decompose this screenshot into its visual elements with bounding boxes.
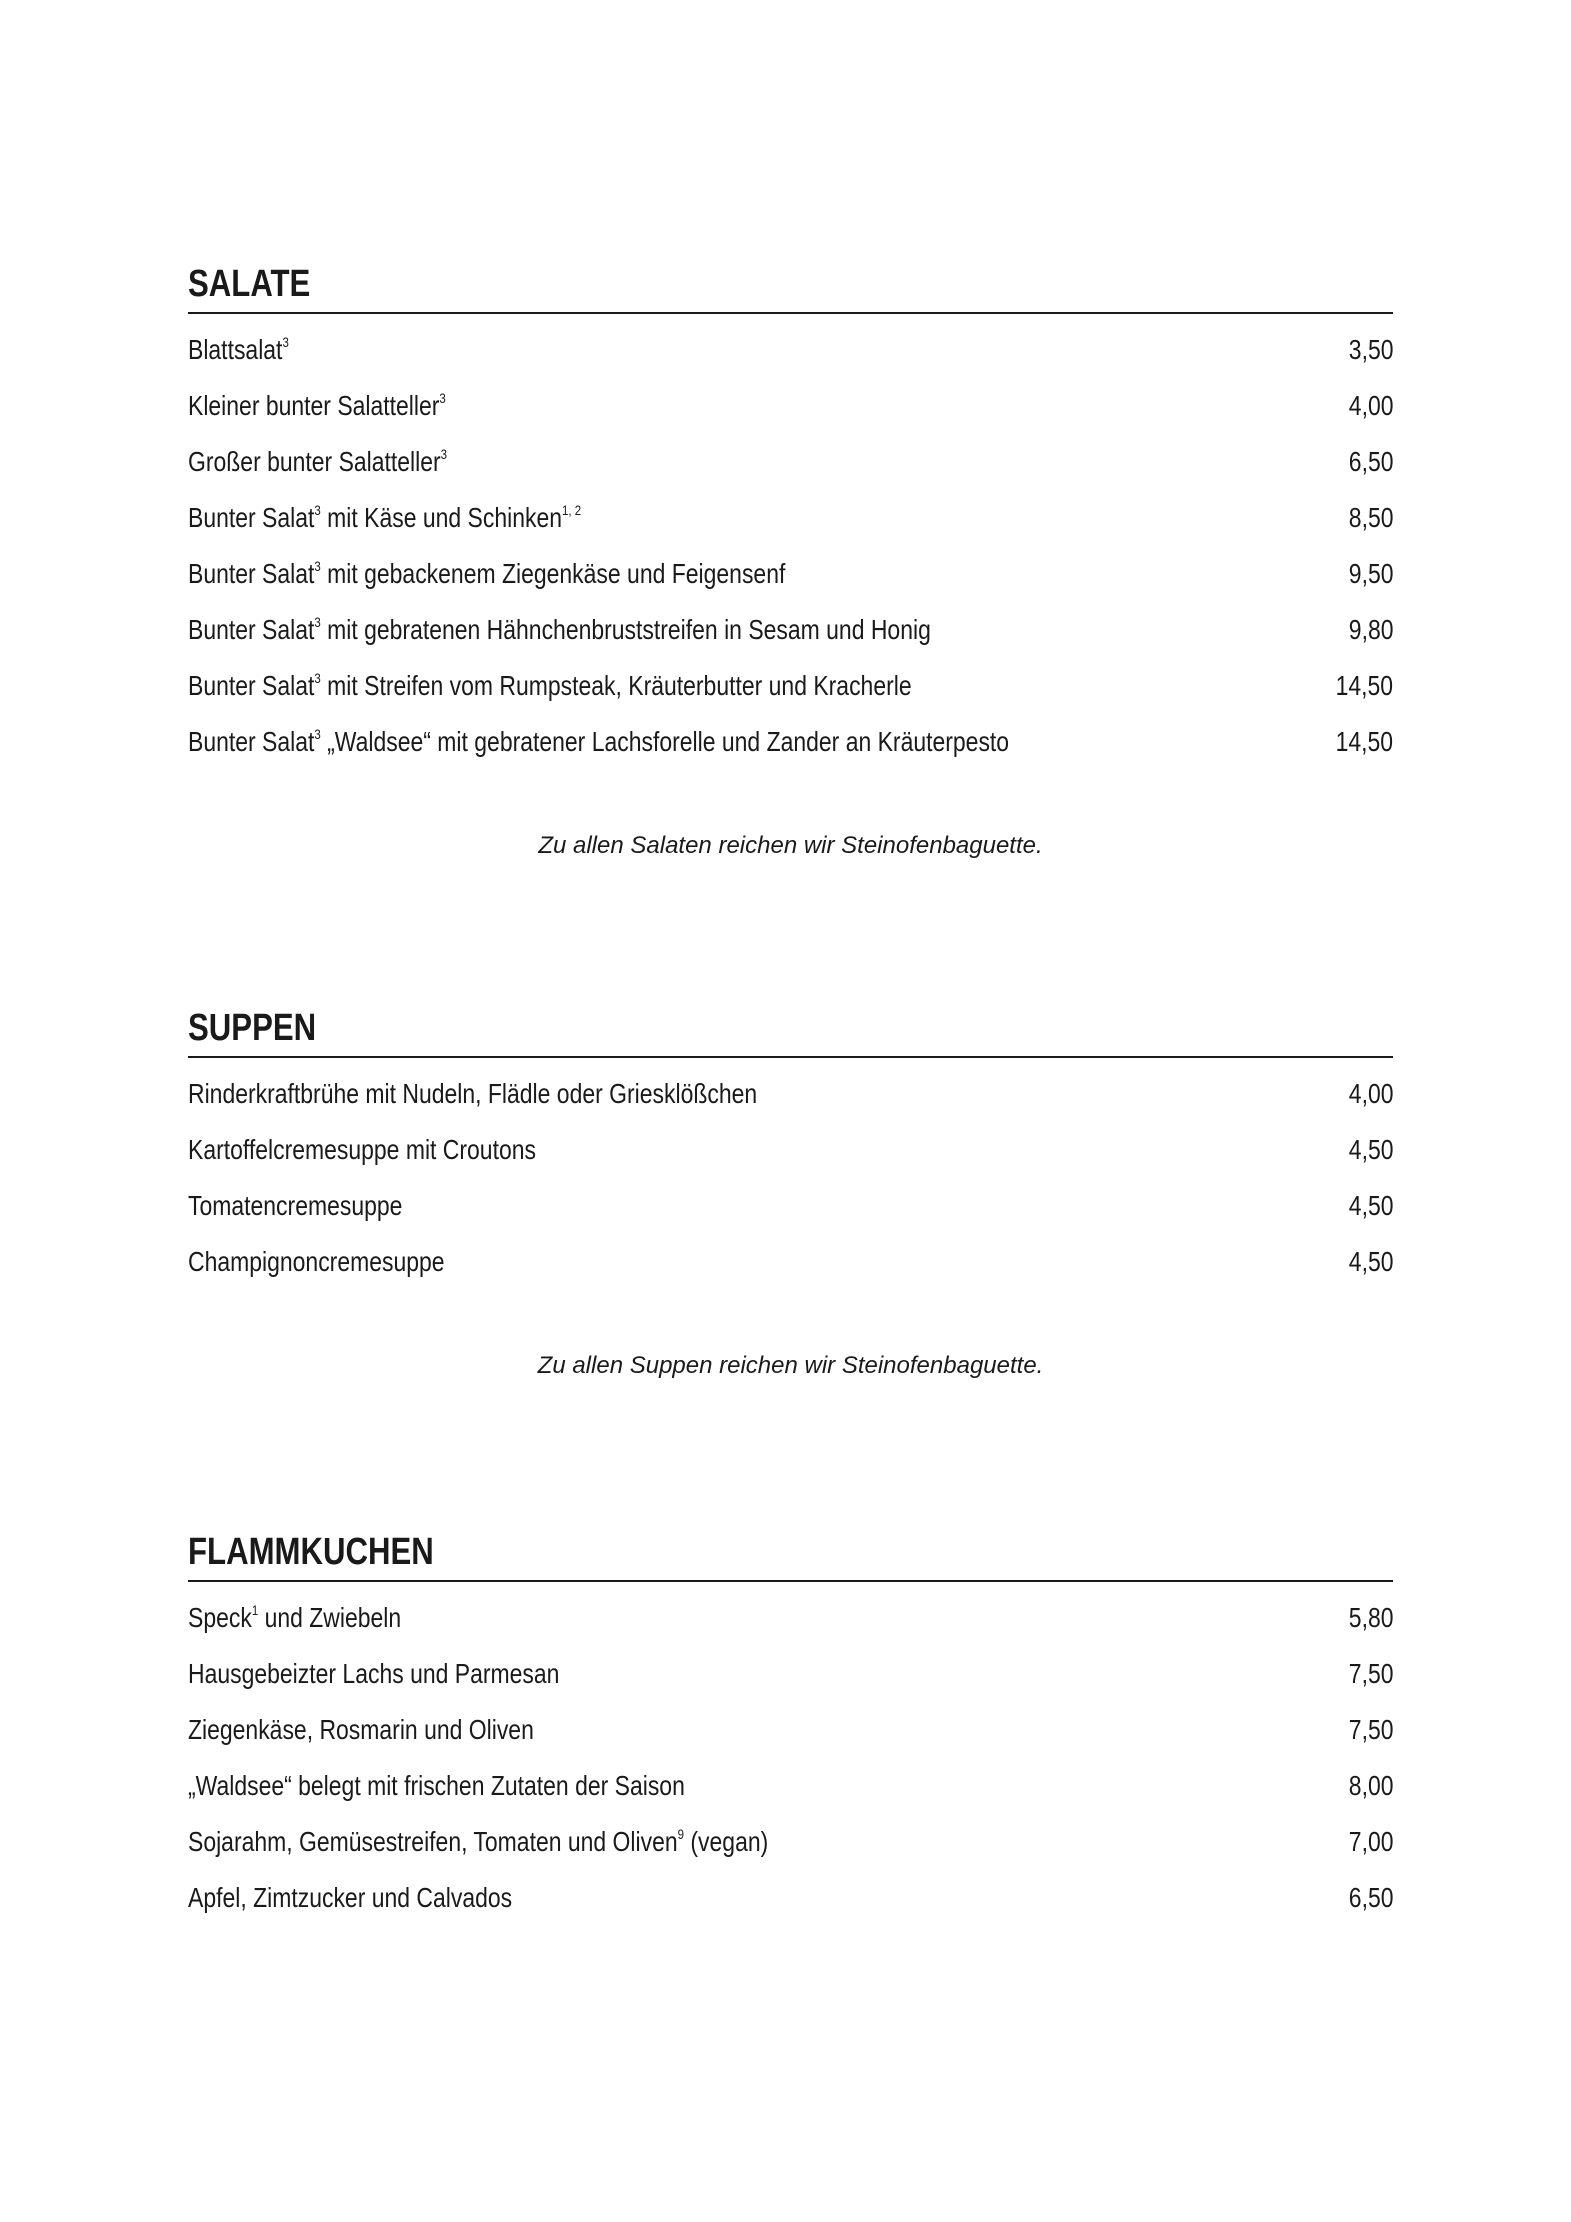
item-name: Tomatencremesuppe — [188, 1190, 403, 1221]
section-salate — [188, 262, 1393, 860]
section-flammkuchen — [188, 1530, 1393, 1926]
menu-item — [188, 322, 1393, 378]
menu-item — [188, 490, 1393, 546]
item-price: 6,50 — [1348, 1882, 1393, 1913]
menu-item — [188, 1066, 1393, 1122]
item-name: Bunter Salat$^3$ mit Käse und Schinken$^{1, 2}$ — [188, 502, 582, 533]
menu-list — [188, 322, 1393, 770]
item-name: Speck$^1$ und Zwiebeln — [188, 1602, 402, 1633]
menu-item — [188, 1234, 1393, 1290]
item-price: 8,00 — [1348, 1770, 1393, 1801]
item-name: Sojarahm, Gemüsestreifen, Tomaten und Oliven$^9$ (vegan) — [188, 1826, 769, 1857]
menu-item — [188, 1178, 1393, 1234]
section-divider — [188, 312, 1393, 314]
menu-item — [188, 1870, 1393, 1926]
item-price: 4,50 — [1348, 1134, 1393, 1165]
item-price: 14,50 — [1335, 670, 1393, 701]
menu-item — [188, 658, 1393, 714]
item-price: 9,50 — [1348, 558, 1393, 589]
item-price: 4,50 — [1348, 1246, 1393, 1277]
item-name: Blattsalat$^3$ — [188, 334, 289, 365]
item-price: 7,50 — [1348, 1658, 1393, 1689]
section-note: Zu allen Suppen reichen wir Steinofenbaguette. — [537, 1352, 1044, 1379]
item-price: 5,80 — [1348, 1602, 1393, 1633]
menu-item — [188, 714, 1393, 770]
item-name: Bunter Salat$^3$ mit gebratenen Hähnchenbruststreifen in Sesam und Honig — [188, 614, 931, 645]
section-title: SUPPEN — [188, 1007, 317, 1049]
item-price: 7,00 — [1348, 1826, 1393, 1857]
section-suppen — [188, 1006, 1393, 1380]
item-price: 8,50 — [1348, 502, 1393, 533]
item-price: 3,50 — [1348, 334, 1393, 365]
menu-item — [188, 1646, 1393, 1702]
menu-item — [188, 1122, 1393, 1178]
item-name: Kartoffelcremesuppe mit Croutons — [188, 1134, 536, 1165]
menu-item — [188, 602, 1393, 658]
item-name: Bunter Salat$^3$ „Waldsee“ mit gebratener Lachsforelle und Zander an Kräuterpesto — [188, 726, 1010, 757]
item-price: 9,80 — [1348, 614, 1393, 645]
menu-list — [188, 1590, 1393, 1926]
item-name: Bunter Salat$^3$ mit gebackenem Ziegenkäse und Feigensenf — [188, 558, 786, 589]
item-name: „Waldsee“ belegt mit frischen Zutaten der Saison — [188, 1770, 685, 1801]
item-name: Ziegenkäse, Rosmarin und Oliven — [188, 1714, 534, 1745]
item-price: 14,50 — [1335, 726, 1393, 757]
menu-item — [188, 546, 1393, 602]
item-name: Champignoncremesuppe — [188, 1246, 445, 1277]
menu-item — [188, 434, 1393, 490]
section-divider — [188, 1580, 1393, 1582]
item-price: 4,00 — [1348, 1078, 1393, 1109]
item-price: 7,50 — [1348, 1714, 1393, 1745]
menu-item — [188, 1702, 1393, 1758]
section-note: Zu allen Salaten reichen wir Steinofenbaguette. — [538, 832, 1043, 859]
menu-item — [188, 1758, 1393, 1814]
item-name: Bunter Salat$^3$ mit Streifen vom Rumpsteak, Kräuterbutter und Kracherle — [188, 670, 912, 701]
section-divider — [188, 1056, 1393, 1058]
item-price: 4,50 — [1348, 1190, 1393, 1221]
section-title: FLAMMKUCHEN — [188, 1531, 434, 1573]
item-name: Großer bunter Salatteller$^3$ — [188, 446, 448, 477]
menu-item — [188, 1814, 1393, 1870]
item-price: 6,50 — [1348, 446, 1393, 477]
item-price: 4,00 — [1348, 390, 1393, 421]
item-name: Apfel, Zimtzucker und Calvados — [188, 1882, 513, 1913]
menu-list — [188, 1066, 1393, 1290]
item-name: Hausgebeizter Lachs und Parmesan — [188, 1658, 560, 1689]
item-name: Rinderkraftbrühe mit Nudeln, Flädle oder Griesklößchen — [188, 1078, 758, 1109]
section-title: SALATE — [188, 263, 311, 305]
item-name: Kleiner bunter Salatteller$^3$ — [188, 390, 446, 421]
menu-item — [188, 378, 1393, 434]
menu-item — [188, 1590, 1393, 1646]
